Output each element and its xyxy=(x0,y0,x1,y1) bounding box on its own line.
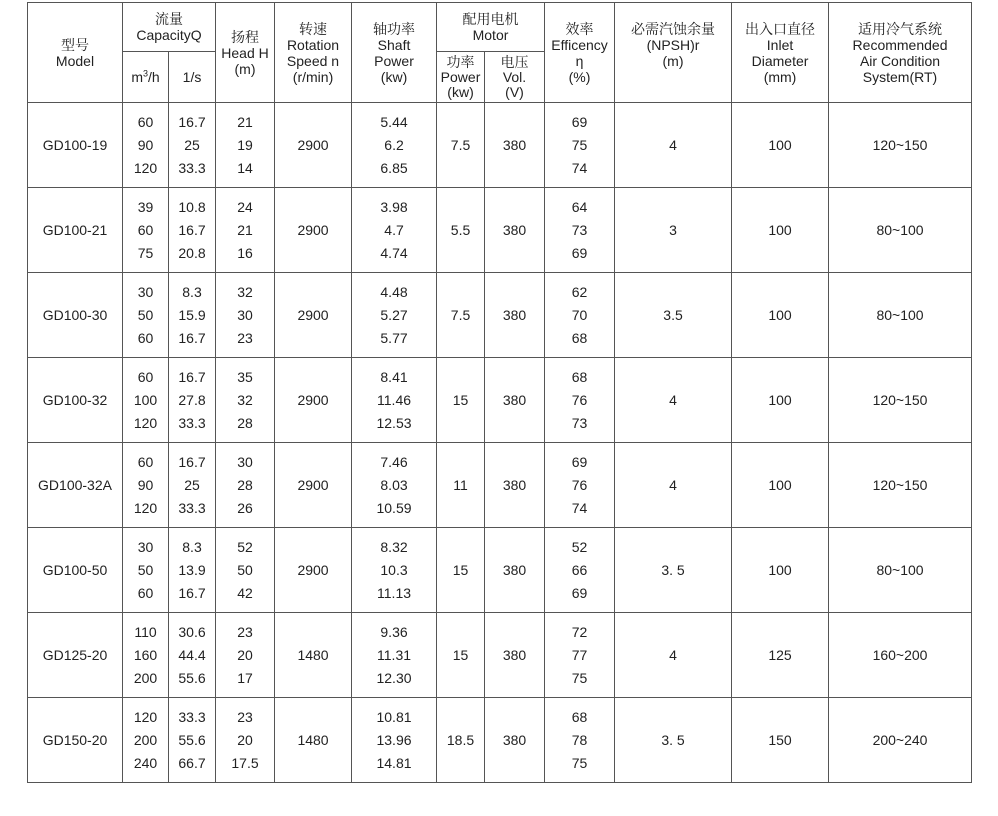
cell-capacity-ls-value: 15.9 xyxy=(178,306,206,323)
cell-aircon: 120~150 xyxy=(829,358,972,443)
cell-efficiency-value: 64 xyxy=(571,198,588,215)
cell-npsh: 4 xyxy=(615,443,732,528)
cell-shaft-power xyxy=(352,443,437,528)
cell-shaft-power-value: 7.46 xyxy=(380,453,408,470)
cell-efficiency xyxy=(545,528,615,613)
cell-head-value: 28 xyxy=(237,414,253,431)
cell-efficiency xyxy=(545,188,615,273)
cell-efficiency-value: 69 xyxy=(571,584,588,601)
cell-capacity-ls xyxy=(169,188,216,273)
cell-shaft-power xyxy=(352,273,437,358)
cell-speed: 1480 xyxy=(275,698,352,783)
cell-head xyxy=(216,273,275,358)
cell-efficiency-value: 77 xyxy=(571,646,588,663)
cell-speed: 2900 xyxy=(275,443,352,528)
table-row xyxy=(28,613,972,698)
cell-capacity-ls-value: 25 xyxy=(184,476,200,493)
header-shaft-en1: Shaft xyxy=(377,36,411,53)
cell-efficiency-value: 76 xyxy=(571,476,588,493)
unit-sup: 3 xyxy=(142,68,148,79)
cell-motor-vol: 380 xyxy=(485,443,545,528)
cell-efficiency xyxy=(545,358,615,443)
header-npsh xyxy=(615,3,732,103)
cell-model: GD100-19 xyxy=(28,103,123,188)
cell-shaft-power-value: 5.77 xyxy=(380,329,408,346)
cell-head-value: 20 xyxy=(237,731,253,748)
header-eff-sym: η xyxy=(575,52,584,69)
cell-head-value: 24 xyxy=(237,198,253,215)
cell-head-value: 50 xyxy=(237,561,253,578)
cell-capacity-m3h xyxy=(123,443,169,528)
cell-head-value: 19 xyxy=(237,136,253,153)
header-aircon xyxy=(829,3,972,103)
cell-capacity-m3h-value: 60 xyxy=(137,113,154,130)
cell-capacity-m3h xyxy=(123,698,169,783)
cell-capacity-ls-value: 8.3 xyxy=(182,538,202,555)
cell-capacity-ls-value: 8.3 xyxy=(182,283,202,300)
header-shaft-power xyxy=(352,3,437,103)
cell-head-value: 30 xyxy=(237,453,253,470)
cell-capacity-ls-value: 30.6 xyxy=(178,623,206,640)
header-motor xyxy=(437,3,545,52)
cell-head xyxy=(216,358,275,443)
cell-capacity-m3h-value: 60 xyxy=(137,329,154,346)
cell-capacity-m3h-value: 120 xyxy=(133,414,158,431)
cell-efficiency xyxy=(545,103,615,188)
header-speed-cn: 转速 xyxy=(299,20,328,37)
cell-head-value: 14 xyxy=(237,159,253,176)
cell-capacity-ls-value: 16.7 xyxy=(178,329,206,346)
cell-inlet: 150 xyxy=(732,698,829,783)
cell-capacity-ls-value: 13.9 xyxy=(178,561,206,578)
cell-motor-vol: 380 xyxy=(485,188,545,273)
cell-capacity-ls xyxy=(169,528,216,613)
cell-capacity-ls-value: 44.4 xyxy=(178,646,206,663)
cell-efficiency-value: 52 xyxy=(571,538,588,555)
cell-npsh: 3. 5 xyxy=(615,698,732,783)
cell-motor-power: 7.5 xyxy=(437,103,485,188)
header-efficiency xyxy=(545,3,615,103)
header-motor-power-en: Power xyxy=(440,68,481,85)
cell-capacity-m3h xyxy=(123,613,169,698)
cell-npsh: 3.5 xyxy=(615,273,732,358)
header-aircon-en3: System(RT) xyxy=(862,68,938,85)
header-shaft-en2: Power xyxy=(374,52,414,69)
cell-head xyxy=(216,698,275,783)
header-model xyxy=(28,3,123,103)
cell-capacity-m3h-value: 120 xyxy=(133,708,158,725)
cell-motor-vol: 380 xyxy=(485,528,545,613)
cell-motor-power: 18.5 xyxy=(437,698,485,783)
header-motor-vol-unit: (V) xyxy=(505,83,524,100)
cell-capacity-m3h-value: 39 xyxy=(137,198,154,215)
header-model-cn: 型号 xyxy=(61,36,89,53)
cell-efficiency-value: 68 xyxy=(571,329,588,346)
cell-efficiency-value: 78 xyxy=(571,731,588,748)
header-eff-cn: 效率 xyxy=(565,20,594,37)
cell-npsh: 4 xyxy=(615,103,732,188)
cell-shaft-power-value: 8.03 xyxy=(380,476,408,493)
cell-efficiency-value: 73 xyxy=(571,221,588,238)
table-row xyxy=(28,443,972,528)
cell-model: GD150-20 xyxy=(28,698,123,783)
cell-shaft-power-value: 4.74 xyxy=(380,244,408,261)
cell-efficiency-value: 72 xyxy=(571,623,588,640)
cell-shaft-power xyxy=(352,358,437,443)
cell-efficiency-value: 75 xyxy=(571,136,588,153)
cell-speed: 2900 xyxy=(275,358,352,443)
header-inlet xyxy=(732,3,829,103)
cell-inlet: 100 xyxy=(732,443,829,528)
header-npsh-cn: 必需汽蚀余量 xyxy=(631,20,716,37)
cell-capacity-ls xyxy=(169,358,216,443)
header-head-en: Head H xyxy=(221,44,269,61)
cell-inlet: 100 xyxy=(732,273,829,358)
cell-capacity-ls-value: 16.7 xyxy=(178,221,206,238)
cell-motor-power: 7.5 xyxy=(437,273,485,358)
cell-capacity-ls xyxy=(169,698,216,783)
header-npsh-unit: (m) xyxy=(662,52,684,69)
cell-capacity-ls xyxy=(169,613,216,698)
unit-per-h: /h xyxy=(148,69,160,85)
cell-inlet: 100 xyxy=(732,188,829,273)
cell-shaft-power-value: 11.13 xyxy=(377,584,412,601)
cell-efficiency xyxy=(545,273,615,358)
cell-capacity-ls-value: 55.6 xyxy=(178,669,206,686)
header-eff-en: Efficency xyxy=(551,36,608,53)
cell-head-value: 32 xyxy=(237,283,253,300)
cell-shaft-power xyxy=(352,698,437,783)
cell-capacity-ls-value: 25 xyxy=(184,136,200,153)
cell-head xyxy=(216,188,275,273)
cell-capacity-ls-value: 16.7 xyxy=(178,113,206,130)
header-inlet-en1: Inlet xyxy=(766,36,794,53)
cell-capacity-m3h-value: 120 xyxy=(133,159,158,176)
cell-capacity-ls-value: 33.3 xyxy=(178,708,206,725)
header-capacity xyxy=(123,3,216,52)
cell-speed: 2900 xyxy=(275,188,352,273)
cell-head-value: 17.5 xyxy=(231,754,259,771)
cell-capacity-m3h-value: 60 xyxy=(137,368,154,385)
header-capacity-ls xyxy=(169,52,216,103)
cell-head-value: 35 xyxy=(237,368,253,385)
header-speed-en2: Speed n xyxy=(286,52,340,69)
header-inlet-unit: (mm) xyxy=(763,68,797,85)
cell-capacity-m3h-value: 60 xyxy=(137,584,154,601)
cell-head-value: 28 xyxy=(237,476,253,493)
cell-efficiency-value: 74 xyxy=(571,159,588,176)
header-capacity-m3h xyxy=(123,52,169,103)
cell-capacity-ls-value: 16.7 xyxy=(178,453,206,470)
header-aircon-en1: Recommended xyxy=(852,36,948,53)
cell-capacity-ls xyxy=(169,273,216,358)
cell-shaft-power-value: 3.98 xyxy=(380,198,408,215)
cell-capacity-m3h-value: 60 xyxy=(137,453,154,470)
cell-shaft-power-value: 6.85 xyxy=(380,159,408,176)
cell-head-value: 21 xyxy=(237,221,253,238)
cell-capacity-m3h-value: 200 xyxy=(133,669,158,686)
table-row xyxy=(28,358,972,443)
cell-inlet: 100 xyxy=(732,528,829,613)
cell-shaft-power xyxy=(352,528,437,613)
cell-npsh: 4 xyxy=(615,358,732,443)
cell-inlet: 100 xyxy=(732,103,829,188)
cell-head-value: 23 xyxy=(237,329,253,346)
cell-capacity-m3h-value: 240 xyxy=(133,754,158,771)
cell-model: GD100-21 xyxy=(28,188,123,273)
cell-capacity-m3h xyxy=(123,528,169,613)
cell-aircon: 200~240 xyxy=(829,698,972,783)
cell-capacity-m3h xyxy=(123,358,169,443)
unit-ls: 1/s xyxy=(182,69,202,85)
cell-npsh: 3 xyxy=(615,188,732,273)
header-head-cn: 扬程 xyxy=(231,28,260,45)
cell-shaft-power xyxy=(352,103,437,188)
cell-aircon: 80~100 xyxy=(829,528,972,613)
header-capacity-cn: 流量 xyxy=(155,11,183,27)
cell-capacity-m3h-value: 50 xyxy=(137,306,154,323)
cell-efficiency xyxy=(545,443,615,528)
cell-capacity-ls-value: 10.8 xyxy=(178,198,206,215)
cell-head xyxy=(216,613,275,698)
cell-efficiency-value: 68 xyxy=(571,708,588,725)
cell-shaft-power-value: 12.53 xyxy=(376,414,412,431)
cell-head-value: 52 xyxy=(237,538,253,555)
cell-shaft-power-value: 8.41 xyxy=(380,368,408,385)
cell-shaft-power xyxy=(352,188,437,273)
cell-capacity-ls-value: 16.7 xyxy=(178,584,206,601)
cell-aircon: 80~100 xyxy=(829,188,972,273)
cell-motor-vol: 380 xyxy=(485,103,545,188)
header-inlet-en2: Diameter xyxy=(751,52,809,69)
unit-m: m xyxy=(131,69,143,85)
cell-efficiency-value: 62 xyxy=(571,283,588,300)
cell-capacity-m3h xyxy=(123,103,169,188)
cell-shaft-power-value: 11.46 xyxy=(377,391,412,408)
cell-shaft-power-value: 14.81 xyxy=(376,754,412,771)
header-aircon-cn: 适用冷气系统 xyxy=(858,20,943,37)
cell-shaft-power-value: 10.3 xyxy=(380,561,408,578)
cell-motor-power: 5.5 xyxy=(437,188,485,273)
cell-motor-vol: 380 xyxy=(485,273,545,358)
cell-aircon: 120~150 xyxy=(829,443,972,528)
cell-capacity-m3h xyxy=(123,188,169,273)
cell-efficiency-value: 74 xyxy=(571,499,588,516)
header-motor-vol-en: Vol. xyxy=(502,68,527,85)
cell-motor-power: 15 xyxy=(437,613,485,698)
header-head xyxy=(216,3,275,103)
cell-capacity-ls-value: 33.3 xyxy=(178,499,206,516)
cell-capacity-m3h-value: 110 xyxy=(134,623,157,640)
cell-npsh: 3. 5 xyxy=(615,528,732,613)
header-motor-en: Motor xyxy=(472,27,509,43)
table-row xyxy=(28,188,972,273)
header-capacity-en: CapacityQ xyxy=(136,27,202,43)
cell-inlet: 100 xyxy=(732,358,829,443)
cell-efficiency-value: 69 xyxy=(571,244,588,261)
cell-motor-vol: 380 xyxy=(485,613,545,698)
cell-capacity-ls-value: 16.7 xyxy=(178,368,206,385)
cell-shaft-power-value: 5.27 xyxy=(380,306,408,323)
cell-head-value: 21 xyxy=(237,113,253,130)
header-motor-power xyxy=(437,52,485,103)
cell-shaft-power-value: 4.7 xyxy=(384,221,404,238)
cell-aircon: 160~200 xyxy=(829,613,972,698)
header-aircon-en2: Air Condition xyxy=(859,52,941,69)
cell-capacity-m3h-value: 90 xyxy=(137,476,154,493)
header-shaft-cn: 轴功率 xyxy=(373,20,416,37)
cell-head-value: 16 xyxy=(237,244,253,261)
cell-model: GD125-20 xyxy=(28,613,123,698)
header-motor-power-cn: 功率 xyxy=(446,53,475,70)
cell-capacity-ls xyxy=(169,103,216,188)
cell-shaft-power-value: 10.81 xyxy=(376,708,412,725)
header-model-en: Model xyxy=(55,52,95,69)
cell-capacity-m3h-value: 160 xyxy=(133,646,158,663)
cell-head-value: 32 xyxy=(237,391,253,408)
cell-capacity-m3h-value: 50 xyxy=(137,561,154,578)
cell-capacity-m3h-value: 30 xyxy=(137,538,154,555)
cell-inlet: 125 xyxy=(732,613,829,698)
header-motor-vol xyxy=(485,52,545,103)
cell-shaft-power-value: 8.32 xyxy=(380,538,408,555)
header-npsh-en: (NPSH)r xyxy=(646,36,700,53)
header-shaft-unit: (kw) xyxy=(380,68,408,85)
cell-aircon: 80~100 xyxy=(829,273,972,358)
cell-speed: 2900 xyxy=(275,103,352,188)
cell-head xyxy=(216,443,275,528)
cell-model: GD100-50 xyxy=(28,528,123,613)
cell-efficiency xyxy=(545,613,615,698)
table-row xyxy=(28,103,972,188)
cell-capacity-ls xyxy=(169,443,216,528)
cell-motor-power: 15 xyxy=(437,528,485,613)
table-row xyxy=(28,528,972,613)
cell-model: GD100-30 xyxy=(28,273,123,358)
cell-capacity-m3h-value: 60 xyxy=(137,221,154,238)
cell-motor-vol: 380 xyxy=(485,358,545,443)
cell-speed: 2900 xyxy=(275,273,352,358)
cell-head-value: 42 xyxy=(237,584,253,601)
pump-spec-table xyxy=(27,2,972,783)
header-motor-vol-cn: 电压 xyxy=(500,53,529,70)
header-motor-cn: 配用电机 xyxy=(462,11,519,27)
cell-head-value: 30 xyxy=(237,306,253,323)
cell-speed: 2900 xyxy=(275,528,352,613)
cell-efficiency-value: 73 xyxy=(571,414,588,431)
cell-npsh: 4 xyxy=(615,613,732,698)
cell-capacity-ls-value: 33.3 xyxy=(178,414,206,431)
cell-head-value: 20 xyxy=(237,646,253,663)
cell-shaft-power-value: 13.96 xyxy=(376,731,412,748)
cell-shaft-power-value: 11.31 xyxy=(377,646,412,663)
cell-capacity-m3h-value: 90 xyxy=(137,136,154,153)
cell-capacity-ls-value: 20.8 xyxy=(178,244,206,261)
cell-shaft-power-value: 12.30 xyxy=(376,669,412,686)
cell-head-value: 17 xyxy=(237,669,253,686)
cell-model: GD100-32 xyxy=(28,358,123,443)
cell-capacity-m3h-value: 30 xyxy=(137,283,154,300)
header-inlet-cn: 出入口直径 xyxy=(745,20,816,37)
cell-capacity-m3h-value: 200 xyxy=(133,731,158,748)
cell-capacity-m3h-value: 100 xyxy=(133,391,158,408)
cell-head-value: 26 xyxy=(237,499,253,516)
cell-speed: 1480 xyxy=(275,613,352,698)
cell-efficiency-value: 70 xyxy=(571,306,588,323)
cell-efficiency-value: 76 xyxy=(571,391,588,408)
cell-capacity-ls-value: 27.8 xyxy=(178,391,206,408)
cell-efficiency-value: 75 xyxy=(571,669,588,686)
header-speed xyxy=(275,3,352,103)
cell-motor-power: 11 xyxy=(437,443,485,528)
cell-capacity-m3h xyxy=(123,273,169,358)
cell-head-value: 23 xyxy=(237,708,253,725)
cell-aircon: 120~150 xyxy=(829,103,972,188)
header-head-unit: (m) xyxy=(234,60,256,77)
table-row xyxy=(28,273,972,358)
cell-efficiency-value: 75 xyxy=(571,754,588,771)
cell-head xyxy=(216,103,275,188)
cell-efficiency-value: 66 xyxy=(571,561,588,578)
table-row xyxy=(28,698,972,783)
cell-shaft-power-value: 4.48 xyxy=(380,283,408,300)
cell-shaft-power-value: 9.36 xyxy=(380,623,408,640)
cell-shaft-power xyxy=(352,613,437,698)
cell-capacity-ls-value: 33.3 xyxy=(178,159,206,176)
cell-head-value: 23 xyxy=(237,623,253,640)
cell-shaft-power-value: 6.2 xyxy=(384,136,404,153)
header-motor-power-unit: (kw) xyxy=(447,83,474,100)
cell-capacity-m3h-value: 75 xyxy=(137,244,154,261)
cell-efficiency-value: 69 xyxy=(571,113,588,130)
header-speed-unit: (r/min) xyxy=(292,68,334,85)
cell-motor-power: 15 xyxy=(437,358,485,443)
cell-capacity-ls-value: 66.7 xyxy=(178,754,206,771)
cell-capacity-ls-value: 55.6 xyxy=(178,731,206,748)
cell-motor-vol: 380 xyxy=(485,698,545,783)
cell-model: GD100-32A xyxy=(28,443,123,528)
cell-efficiency-value: 69 xyxy=(571,453,588,470)
cell-shaft-power-value: 5.44 xyxy=(380,113,408,130)
cell-efficiency-value: 68 xyxy=(571,368,588,385)
cell-capacity-m3h-value: 120 xyxy=(133,499,158,516)
table-body xyxy=(28,103,972,783)
cell-shaft-power-value: 10.59 xyxy=(376,499,412,516)
cell-efficiency xyxy=(545,698,615,783)
cell-head xyxy=(216,528,275,613)
header-speed-en1: Rotation xyxy=(286,36,340,53)
header-eff-unit: (%) xyxy=(568,68,591,85)
